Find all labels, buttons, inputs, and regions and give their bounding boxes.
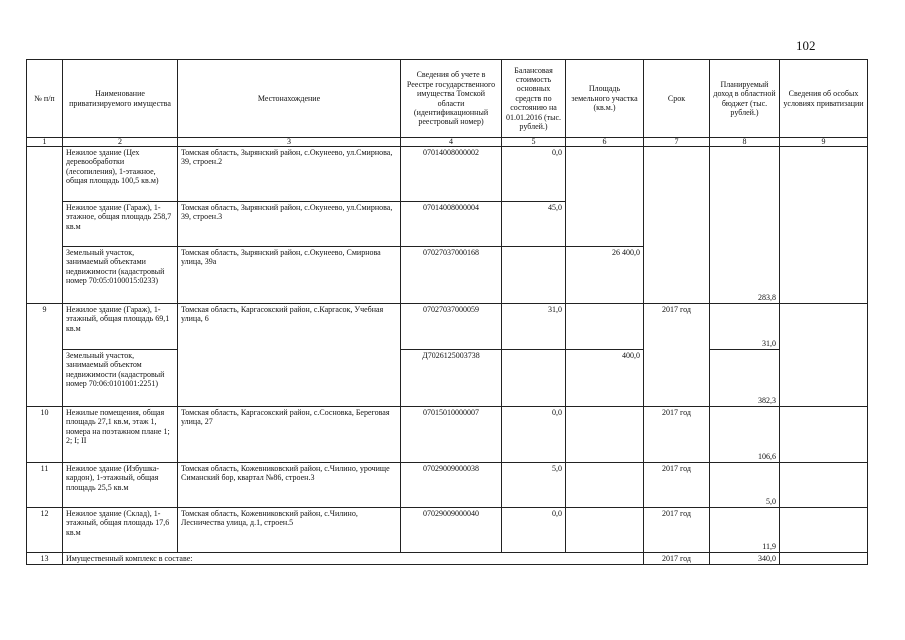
special-conditions [780,508,868,553]
table-row [27,407,868,463]
header-term: Срок [644,60,710,138]
balance-value [502,350,566,407]
item-name: Нежилые помещения, общая площадь 27,1 кв.м, этаж 1, номера на поэтажном плане 1; 2; I; II [63,407,178,463]
column-number: 3 [178,138,401,147]
registry-number: Д7026125003738 [401,350,502,407]
row-number: 10 [27,407,63,463]
column-number: 7 [644,138,710,147]
table-row [27,147,868,202]
balance-value: 45,0 [502,202,566,247]
registry-number: 07029009000040 [401,508,502,553]
registry-number: 07015010000007 [401,407,502,463]
table-row [27,304,868,350]
term: 2017 год [644,463,710,508]
header-area: Площадь земельного участка (кв.м.) [566,60,644,138]
item-location: Томская область, Кожевниковский район, с.Чилино, Лесничества улица, д.1, строен.5 [178,508,401,553]
table-row [27,350,868,407]
row-number: 9 [27,304,63,407]
column-number: 2 [63,138,178,147]
privatization-table [26,59,868,565]
special-conditions [780,553,868,565]
column-number: 9 [780,138,868,147]
table-row [27,463,868,508]
column-number: 4 [401,138,502,147]
item-location: Томская область, Каргасокский район, с.Сосновка, Береговая улица, 27 [178,407,401,463]
term: 2017 год [644,553,710,565]
term [644,147,710,304]
land-area [566,463,644,508]
planned-income: 11,9 [710,508,780,553]
item-location: Томская область, Кожевниковский район, с.Чилино, урочище Симанский бор, квартал №86, строен.3 [178,463,401,508]
item-name: Нежилое здание (Гараж), 1-этажное, общая площадь 258,7 кв.м [63,202,178,247]
row-number: 11 [27,463,63,508]
term: 2017 год [644,508,710,553]
balance-value [502,247,566,304]
item-name: Земельный участок, занимаемый объектами недвижимости (кадастровый номер 70:05:0100015:0233) [63,247,178,304]
item-location: Томская область, Зырянский район, с.Окунеево, ул.Смирнова, 39, строен.2 [178,147,401,202]
item-name: Нежилое здание (Гараж), 1-этажный, общая площадь 69,1 кв.м [63,304,178,350]
balance-value: 0,0 [502,147,566,202]
balance-value: 0,0 [502,407,566,463]
balance-value: 31,0 [502,304,566,350]
registry-number: 07014008000002 [401,147,502,202]
land-area [566,147,644,247]
item-name: Нежилое здание (Склад), 1-этажный, общая площадь 17,6 кв.м [63,508,178,553]
item-name: Земельный участок, занимаемый объектом недвижимости (кадастровый номер 70:06:0101001:2251) [63,350,178,407]
term: 2017 год [644,407,710,463]
column-number: 1 [27,138,63,147]
header-conditions: Сведения об особых условиях приватизации [780,60,868,138]
column-number-row [27,138,868,147]
land-area: 400,0 [566,350,644,407]
term: 2017 год [644,304,710,407]
item-location: Томская область, Зырянский район, с.Окунеево, Смирнова улица, 39а [178,247,401,304]
planned-income: 340,0 [710,553,780,565]
land-area [566,407,644,463]
item-location: Томская область, Каргасокский район, с.Каргасок, Учебная улица, 6 [178,304,401,407]
header-name: Наименование приватизируемого имущества [63,60,178,138]
item-location: Томская область, Зырянский район, с.Окунеево, ул.Смирнова, 39, строен.3 [178,202,401,247]
item-name: Нежилое здание (Цех деревообработки (лесопиления), 1-этажное, общая площадь 100,5 кв.м) [63,147,178,202]
header-location: Местонахождение [178,60,401,138]
header-balance: Балансовая стоимость основных средств по состоянию на 01.01.2016 (тыс. рублей.) [502,60,566,138]
item-name: Имущественный комплекс в составе: [63,553,644,565]
registry-number: 07014008000004 [401,202,502,247]
land-area: 26 400,0 [566,247,644,304]
item-name: Нежилое здание (Избушка-кардон), 1-этажный, общая площадь 25,5 кв.м [63,463,178,508]
header-income: Планируемый доход в областной бюджет (тыс. рублей.) [710,60,780,138]
land-area [566,508,644,553]
header-num: № п/п [27,60,63,138]
table-row [27,553,868,565]
row-number: 13 [27,553,63,565]
registry-number: 07029009000038 [401,463,502,508]
planned-income: 31,0 [710,304,780,350]
header-row [27,60,868,138]
registry-number: 07027037000059 [401,304,502,350]
special-conditions [780,304,868,407]
planned-income: 382,3 [710,350,780,407]
column-number: 8 [710,138,780,147]
special-conditions [780,147,868,304]
balance-value: 5,0 [502,463,566,508]
header-registry: Сведения об учете в Реестре государственного имущества Томской области (идентификационный реестровый номер) [401,60,502,138]
land-area [566,304,644,350]
column-number: 6 [566,138,644,147]
page-number: 102 [796,38,816,53]
balance-value: 0,0 [502,508,566,553]
planned-income: 5,0 [710,463,780,508]
planned-income: 106,6 [710,407,780,463]
column-number: 5 [502,138,566,147]
planned-income: 283,8 [710,147,780,304]
special-conditions [780,463,868,508]
table-row [27,508,868,553]
row-number [27,147,63,304]
registry-number: 07027037000168 [401,247,502,304]
special-conditions [780,407,868,463]
row-number: 12 [27,508,63,553]
